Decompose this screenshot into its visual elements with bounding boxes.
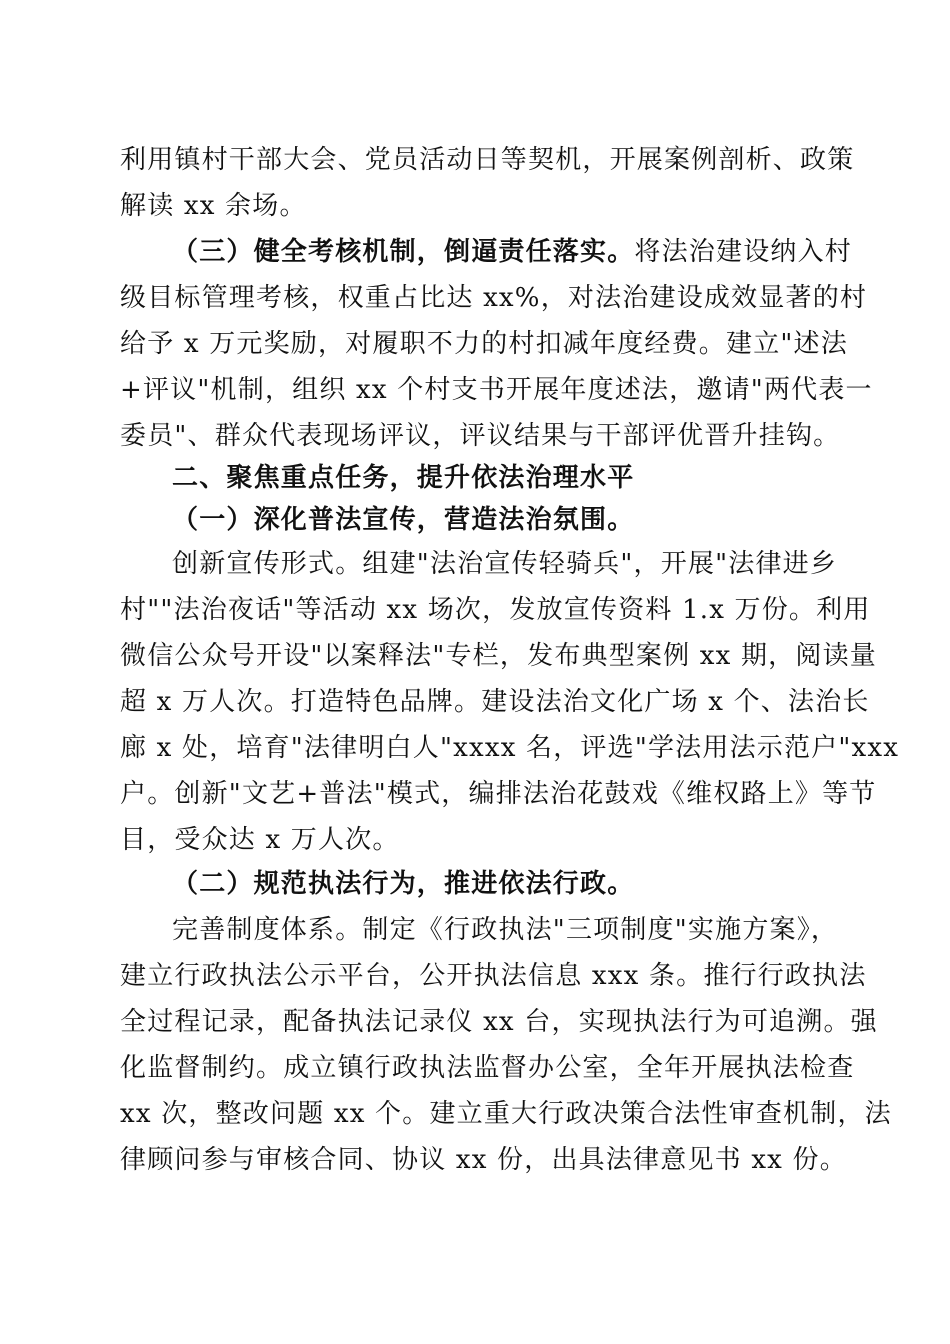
paragraph-line: xx 次，整改问题 xx 个。建立重大行政决策合法性审查机制，法 (120, 1099, 892, 1129)
paragraph-line: 律顾问参与审核合同、协议 xx 份，出具法律意见书 xx 份。 (120, 1145, 847, 1175)
paragraph-line: 级目标管理考核，权重占比达 xx%，对法治建设成效显著的村 (120, 283, 868, 313)
paragraph-line: 利用镇村干部大会、党员活动日等契机，开展案例剖析、政策 (120, 145, 855, 175)
paragraph-line: 建立行政执法公示平台，公开执法信息 xxx 条。推行行政执法 (120, 961, 867, 991)
subsection-heading-line (172, 232, 852, 272)
paragraph-line: 解读 xx 余场。 (120, 191, 307, 221)
paragraph-line: 目，受众达 x 万人次。 (120, 825, 400, 855)
paragraph-line: 微信公众号开设"以案释法"专栏，发布典型案例 xx 期，阅读量 (120, 641, 877, 671)
subsection-heading: （二）规范执法行为，推进依法行政。 (172, 869, 635, 899)
paragraph-line: 化监督制约。成立镇行政执法监督办公室，全年开展执法检查 (120, 1053, 855, 1083)
paragraph-line: 完善制度体系。制定《行政执法"三项制度"实施方案》， (172, 915, 839, 945)
paragraph-line: +评议"机制，组织 xx 个村支书开展年度述法，邀请"两代表一 (120, 375, 873, 405)
paragraph-text: 将法治建设纳入村 (634, 237, 853, 267)
paragraph-line: 廊 x 处，培育"法律明白人"xxxx 名，评选"学法用法示范户"xxx (120, 733, 900, 763)
paragraph-line: 给予 x 万元奖励，对履职不力的村扣减年度经费。建立"述法 (120, 329, 848, 359)
paragraph-line: 全过程记录，配备执法记录仪 xx 台，实现执法行为可追溯。强 (120, 1007, 878, 1037)
section-heading: 二、聚焦重点任务，提升依法治理水平 (172, 463, 635, 493)
paragraph-line: 超 x 万人次。打造特色品牌。建设法治文化广场 x 个、法治长 (120, 687, 870, 717)
paragraph-line: 创新宣传形式。组建"法治宣传轻骑兵"，开展"法律进乡 (172, 549, 838, 579)
subsection-heading: （一）深化普法宣传，营造法治氛围。 (172, 505, 635, 535)
paragraph-line: 户。创新"文艺+普法"模式，编排法治花鼓戏《维权路上》等节 (120, 779, 877, 809)
paragraph-line: 委员"、群众代表现场评议，评议结果与干部评优晋升挂钩。 (120, 421, 841, 451)
subsection-heading: （三）健全考核机制，倒逼责任落实。 (172, 237, 635, 267)
paragraph-line: 村""法治夜话"等活动 xx 场次，发放宣传资料 1.x 万份。利用 (120, 595, 871, 625)
